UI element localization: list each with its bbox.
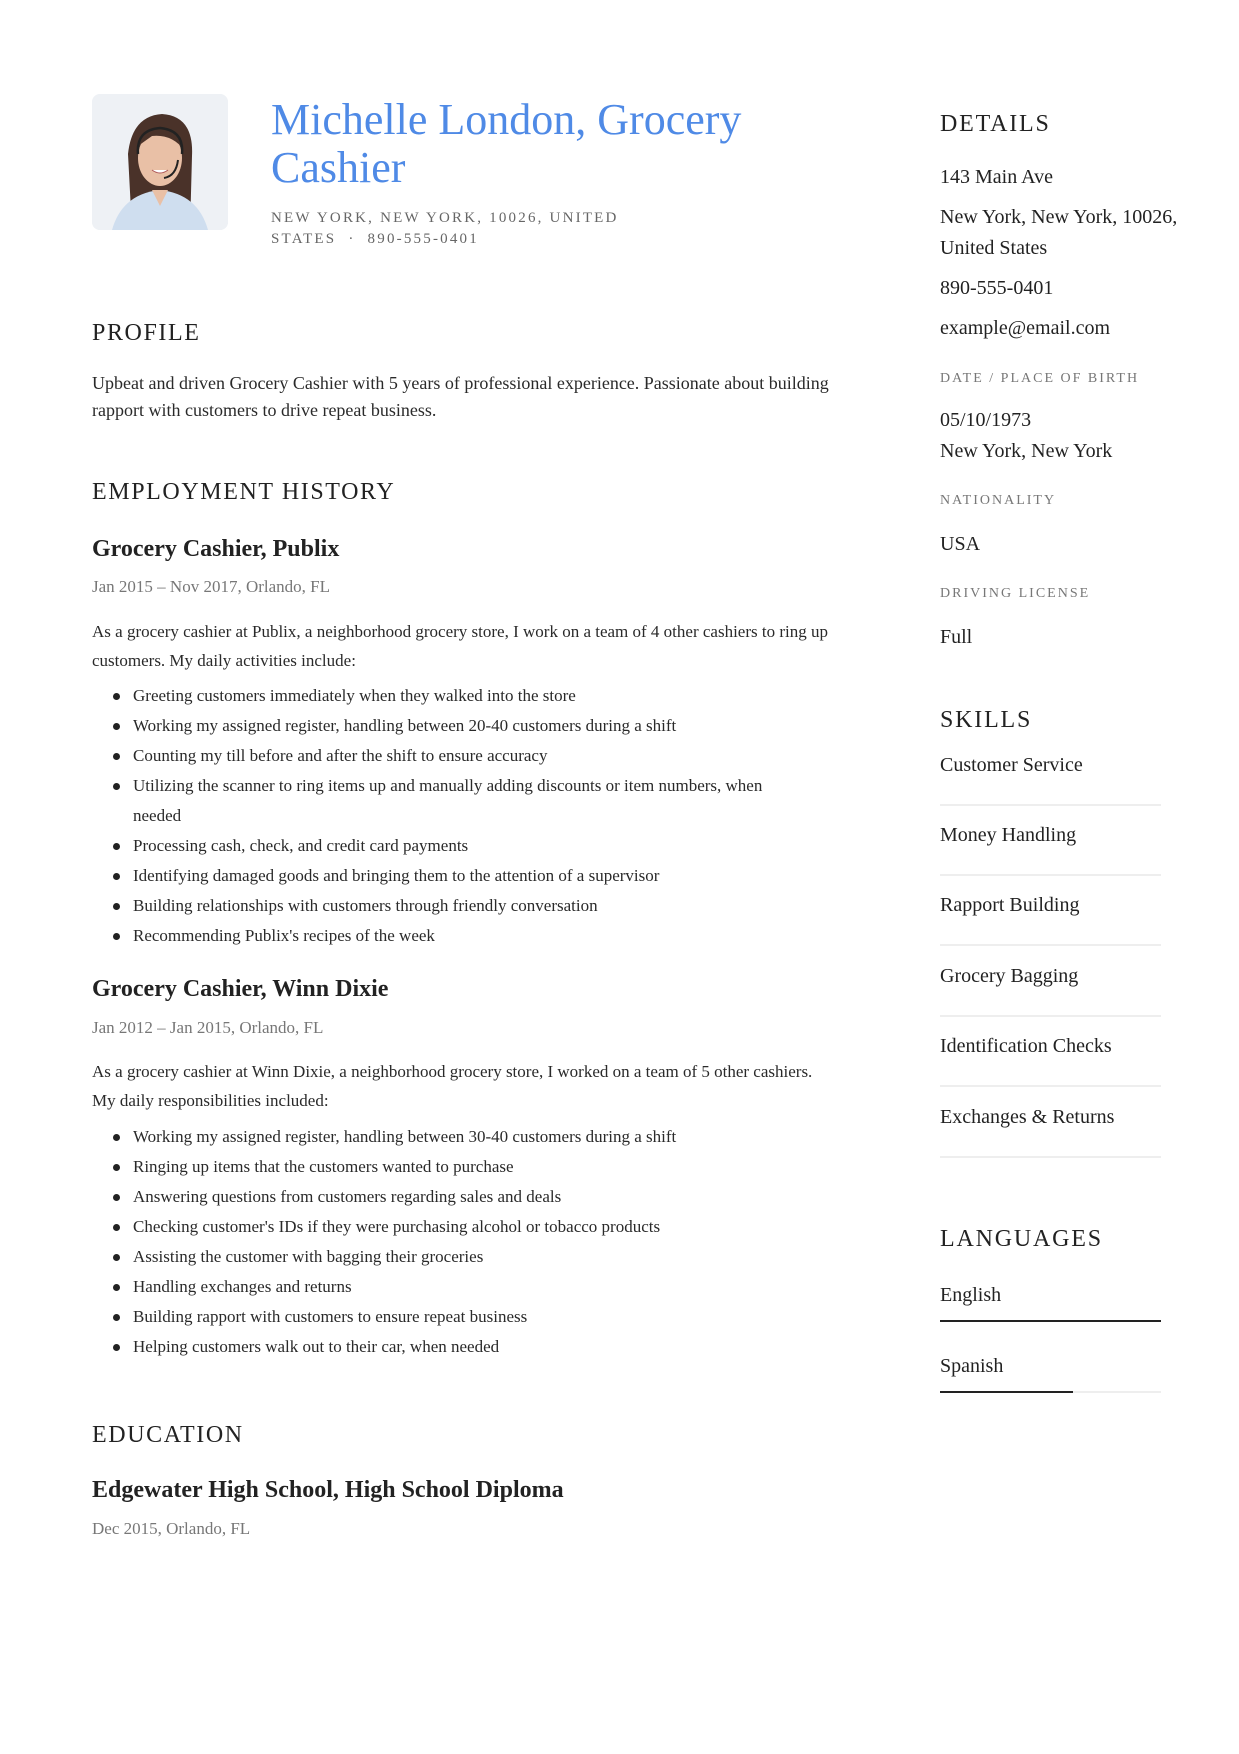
details-city: New York, New York, 10026, United States xyxy=(940,206,1178,259)
skill-label: Customer Service xyxy=(940,754,1083,776)
list-item: Handling exchanges and returns xyxy=(92,1272,812,1302)
job-title: Grocery Cashier, Publix xyxy=(92,536,340,562)
list-item: Building rapport with customers to ensure repeat business xyxy=(92,1302,812,1332)
list-item: Counting my till before and after the shift to ensure accuracy xyxy=(92,741,812,771)
language-level-bar xyxy=(940,1320,1161,1322)
job-description: As a grocery cashier at Publix, a neighborhood grocery store, I work on a team of 4 other cashiers to ring up customers. My daily activities include: xyxy=(92,622,828,670)
header-phone: 890-555-0401 xyxy=(367,231,479,247)
list-item: Checking customer's IDs if they were purchasing alcohol or tobacco products xyxy=(92,1212,812,1242)
language-name: English xyxy=(940,1284,1002,1306)
language-level-fill xyxy=(940,1320,1161,1322)
license-value: Full xyxy=(940,626,973,648)
birth-place: New York, New York xyxy=(940,440,1113,462)
details-heading: DETAILS xyxy=(940,111,1051,137)
job-bullets xyxy=(92,1122,812,1362)
birth-date: 05/10/1973 xyxy=(940,409,1032,431)
skill-label: Money Handling xyxy=(940,824,1077,846)
education-meta: Dec 2015, Orlando, FL xyxy=(92,1519,251,1538)
list-item: Utilizing the scanner to ring items up and manually adding discounts or item numbers, when needed xyxy=(92,771,812,831)
person-photo-icon xyxy=(92,94,228,230)
list-item: Answering questions from customers regarding sales and deals xyxy=(92,1182,812,1212)
skill-label: Exchanges & Returns xyxy=(940,1106,1115,1128)
job-meta: Jan 2015 – Nov 2017, Orlando, FL xyxy=(92,577,330,596)
language-name: Spanish xyxy=(940,1355,1004,1377)
skill-label: Identification Checks xyxy=(940,1035,1112,1057)
list-item: Ringing up items that the customers wanted to purchase xyxy=(92,1152,812,1182)
skill-item xyxy=(940,1035,1161,1087)
skill-label: Grocery Bagging xyxy=(940,965,1079,987)
skill-item xyxy=(940,894,1161,946)
profile-text: Upbeat and driven Grocery Cashier with 5 years of professional experience. Passionate about building rapport with customers to drive repeat business. xyxy=(92,373,829,420)
job-description: As a grocery cashier at Winn Dixie, a neighborhood grocery store, I worked on a team of 5 other cashiers. My daily responsibilities included: xyxy=(92,1062,813,1110)
list-item: Building relationships with customers through friendly conversation xyxy=(92,891,812,921)
separator-dot: · xyxy=(348,231,356,247)
language-item xyxy=(940,1280,1161,1320)
details-phone: 890-555-0401 xyxy=(940,277,1054,299)
skill-item xyxy=(940,824,1161,876)
job-meta: Jan 2012 – Jan 2015, Orlando, FL xyxy=(92,1018,324,1037)
job-bullets xyxy=(92,681,812,951)
header-address: NEW YORK, NEW YORK, 10026, UNITED STATES xyxy=(271,210,619,247)
nationality-label: NATIONALITY xyxy=(940,493,1057,508)
list-item: Greeting customers immediately when they walked into the store xyxy=(92,681,812,711)
languages-heading: LANGUAGES xyxy=(940,1226,1103,1252)
employment-heading: EMPLOYMENT HISTORY xyxy=(92,479,396,505)
header-contact-line xyxy=(271,208,691,250)
list-item: Helping customers walk out to their car, when needed xyxy=(92,1332,812,1362)
list-item: Assisting the customer with bagging their groceries xyxy=(92,1242,812,1272)
list-item: Recommending Publix's recipes of the week xyxy=(92,921,812,951)
birth-label: DATE / PLACE OF BIRTH xyxy=(940,371,1140,386)
skill-label: Rapport Building xyxy=(940,894,1080,916)
details-email: example@email.com xyxy=(940,317,1111,339)
resume-title: Michelle London, Grocery Cashier xyxy=(271,95,742,192)
skill-item xyxy=(940,965,1161,1017)
job-title: Grocery Cashier, Winn Dixie xyxy=(92,976,389,1002)
profile-photo xyxy=(92,94,228,230)
skills-heading: SKILLS xyxy=(940,707,1033,733)
skill-item xyxy=(940,754,1161,806)
language-level-bar xyxy=(940,1391,1161,1393)
education-title: Edgewater High School, High School Diploma xyxy=(92,1477,564,1503)
list-item: Working my assigned register, handling between 30-40 customers during a shift xyxy=(92,1122,812,1152)
language-item xyxy=(940,1351,1161,1391)
skill-item xyxy=(940,1106,1161,1158)
license-label: DRIVING LICENSE xyxy=(940,586,1091,601)
education-heading: EDUCATION xyxy=(92,1422,244,1448)
language-level-fill xyxy=(940,1391,1073,1393)
list-item: Identifying damaged goods and bringing them to the attention of a supervisor xyxy=(92,861,812,891)
nationality-value: USA xyxy=(940,533,981,555)
profile-heading: PROFILE xyxy=(92,320,201,346)
details-street: 143 Main Ave xyxy=(940,166,1053,188)
list-item: Working my assigned register, handling between 20-40 customers during a shift xyxy=(92,711,812,741)
list-item: Processing cash, check, and credit card payments xyxy=(92,831,812,861)
